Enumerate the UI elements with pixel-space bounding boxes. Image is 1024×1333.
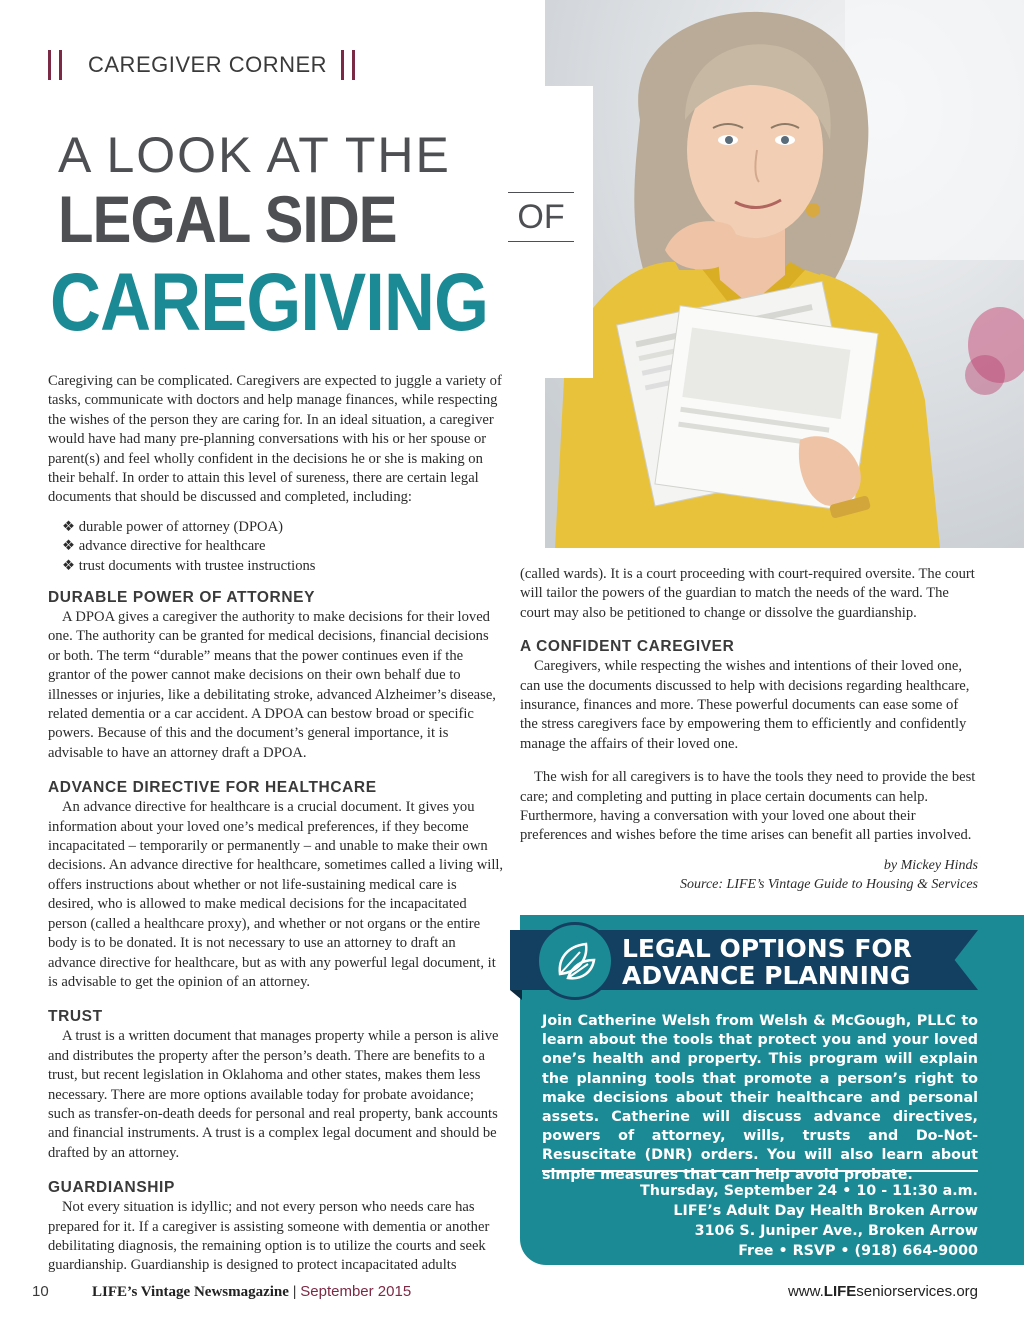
woman-illustration — [545, 0, 1024, 548]
diamond-bullet-icon: ❖ — [62, 519, 76, 535]
list-item — [62, 557, 502, 576]
body-confident-caregiver: Caregivers, while respecting the wishes and intentions of their loved one, can use the documents discussed to help with decisions regarding healthcare, insurance, finances and more. These powerful documents can ease some of the stress caregivers face by empowering them to efficiently and confidently manage the affairs of their loved one. — [520, 658, 970, 752]
page-footer — [32, 1283, 978, 1303]
event-details — [542, 1181, 978, 1261]
bullet-text: durable power of attorney (DPOA) — [78, 519, 283, 535]
list-item — [62, 518, 502, 537]
event-venue: LIFE’s Adult Day Health Broken Arrow — [673, 1203, 978, 1219]
bullet-list — [62, 518, 502, 576]
author: by Mickey Hinds — [883, 857, 978, 873]
url-brand: LIFE — [823, 1283, 857, 1300]
left-column — [48, 588, 504, 1276]
title-line-2: LEGAL SIDE — [58, 182, 397, 256]
magazine-title: LIFE’s Vintage Newsmagazine — [92, 1284, 289, 1300]
leaf-icon — [536, 922, 614, 1000]
event-description: Join Catherine Welsh from Welsh & McGough, PLLC to learn about the tools that protect you and your loved one’s health and property. This program will explain the planning tools that promote a person’s right to make decisions about their healthcare and personal assets. Catherine will discuss advance directives, powers of attorney, wills, trusts and Do-Not-Resuscitate (DNR) orders. You will also learn about simple measures that can help avoid probate. — [542, 1013, 978, 1183]
source-credit: Source: LIFE’s Vintage Guide to Housing & Services — [680, 876, 978, 892]
event-title — [622, 935, 942, 989]
tag-bar — [59, 50, 62, 80]
title-line-3: CAREGIVING — [50, 257, 489, 348]
body-trust: A trust is a written document that manages property while a person is alive and distributes the property after the person’s death. There are benefits to a trust, but recent legislation in Oklahoma and other states, makes them less necessary. There are more options available today for probate avoidance; such as transfer-on-death deeds for personal and real property, bank accounts and financial instruments. A trust is a complex legal document and should be drafted by an attorney. — [48, 1028, 499, 1161]
tag-bar — [341, 50, 344, 80]
diamond-bullet-icon: ❖ — [62, 538, 76, 555]
event-divider — [542, 1170, 978, 1172]
tag-bar — [352, 50, 355, 80]
event-title-line-2: ADVANCE PLANNING — [622, 961, 911, 990]
list-item — [62, 537, 502, 556]
diamond-bullet-icon: ❖ — [62, 557, 76, 574]
byline — [520, 856, 978, 894]
right-column — [520, 565, 978, 894]
bullet-text: advance directive for healthcare — [78, 538, 266, 555]
body-guardianship: Not every situation is idyllic; and not every person who needs care has prepared for it. If a caregiver is assisting someone with dementia or another debilitating diagnosis, the remaining option is to utilize the courts and seek guardianship. Guardianship is designed to protect incapacitated adults — [48, 1199, 490, 1274]
heading-confident-caregiver: A CONFIDENT CAREGIVER — [520, 638, 735, 656]
bullet-text: trust documents with trustee instructions — [78, 557, 316, 574]
website-link[interactable] — [788, 1283, 978, 1300]
intro-paragraph: Caregiving can be complicated. Caregivers are expected to juggle a variety of tasks, communicate with doctors and help manage finances, while respecting the wishes of the person they are caring for. In an ideal situation, a caregiver would have had many pre-planning conversations with his or her spouse or parent(s) and feel wholly confident in the decisions he or she is making on their behalf. In order to attain this level of sureness, there are certain legal documents that should be discussed and completed, including: — [48, 373, 502, 506]
url-suffix: seniorservices.org — [856, 1283, 978, 1300]
event-address: 3106 S. Juniper Ave., Broken Arrow — [694, 1223, 978, 1239]
magazine-name — [92, 1283, 411, 1301]
body-closing: The wish for all caregivers is to have the tools they need to provide the best care; and completing and putting in place certain documents can help. Furthermore, having a conversation with your loved one about their preferences and wishes before the time arises can benefit all parties involved. — [520, 769, 976, 844]
body-dpoa: A DPOA gives a caregiver the authority to make decisions for their loved one. The authority can be granted for medical decisions, financial decisions or both. The term “durable” means that the power continues even if the grantor of the power cannot make decisions on their own behalf due to illnesses or injuries, like a debilitating stroke, advanced Alzheimer’s disease, related dementia or a car accident. A DPOA can bestow broad or specific powers. Because of this and the document’s general importance, it is advisable to have an attorney draft a DPOA. — [48, 609, 496, 761]
heading-trust: TRUST — [48, 1008, 103, 1026]
tag-bar — [48, 50, 51, 80]
page-number: 10 — [32, 1283, 49, 1300]
event-rsvp: Free • RSVP • (918) 664-9000 — [738, 1243, 978, 1259]
title-line-1: A LOOK AT THE — [58, 127, 451, 183]
issue-date: September 2015 — [300, 1283, 412, 1300]
body-guardianship-continued: (called wards). It is a court proceeding with court-required oversite. The court will tailor the powers of the guardian to match the needs of the ward. The court may also be petitioned to change or dissolve the guardianship. — [520, 566, 975, 621]
event-title-line-1: LEGAL OPTIONS FOR — [622, 934, 912, 963]
footer-separator: | — [292, 1284, 297, 1300]
title-of: OF — [508, 192, 574, 242]
body-advance-directive: An advance directive for healthcare is a crucial document. It gives you information about your loved one’s medical preferences, if they become incapacitated – temporarily or permanently – and unable to make their own decisions. An advance directive for healthcare, sometimes called a living will, offers instructions about whether or not life-sustaining medical care is desired, who is allowed to make medical decisions for the incapacitated person (called a healthcare proxy), and whether or not organs or the entire body is to be donated. It is not necessary to use an attorney to draft an advance directive for healthcare, but as with any powerful legal document, it is advisable to get the opinion of an attorney. — [48, 799, 504, 990]
event-date: Thursday, September 24 • 10 - 11:30 a.m. — [639, 1183, 978, 1199]
heading-dpoa: DURABLE POWER OF ATTORNEY — [48, 589, 316, 606]
heading-advance-directive: ADVANCE DIRECTIVE FOR HEALTHCARE — [48, 779, 377, 797]
heading-guardianship: GUARDIANSHIP — [48, 1179, 175, 1197]
hero-photo — [545, 0, 1024, 548]
ribbon-fold — [510, 990, 522, 1000]
leaf-icon-graphic — [550, 936, 600, 986]
url-prefix: www. — [787, 1283, 824, 1300]
section-tag — [48, 50, 363, 80]
section-label: CAREGIVER CORNER — [88, 52, 328, 77]
